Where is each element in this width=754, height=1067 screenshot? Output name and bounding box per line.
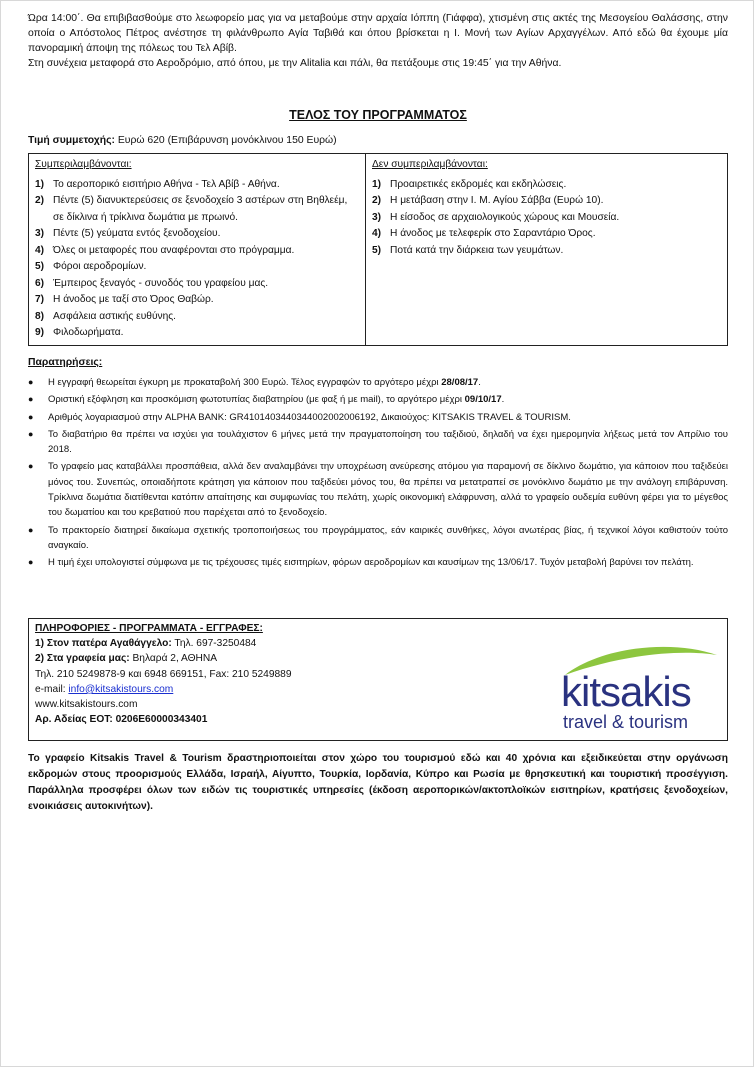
- contact-office: 2) Στα γραφεία μας: Βηλαρά 2, ΑΘΗΝΑ: [35, 653, 218, 665]
- not-included-header: Δεν συμπεριλαμβάνονται:: [372, 159, 488, 170]
- bullet-icon: ●: [28, 557, 34, 568]
- logo-brand: kitsakis: [561, 668, 691, 715]
- bullet-icon: ●: [28, 394, 34, 405]
- price-value: Ευρώ 620 (Επιβάρυνση μονόκλινου 150 Ευρώ): [117, 135, 337, 146]
- contact-phones: Τηλ. 210 5249878-9 και 6948 669151, Fax: 210 5249889: [35, 668, 292, 680]
- email-link[interactable]: info@kitsakistours.com: [68, 683, 174, 695]
- contact-email: e-mail: info@kitsakistours.com: [35, 683, 174, 695]
- bullet-icon: ●: [28, 461, 34, 472]
- note-item: ● Το διαβατήριο θα πρέπει να ισχύει για τουλάχιστον 6 μήνες μετά την πραγματοποίηση του ταξιδιού, δηλαδή να έχει ημερομηνία λήξεως μετά τον Απρίλιο του 2018.: [28, 427, 728, 458]
- price-line: [28, 135, 337, 146]
- list-item: 3) Πέντε (5) γεύματα εντός ξενοδοχείου.: [35, 228, 221, 239]
- notes-list: [28, 375, 728, 573]
- end-of-program-title: ΤΕΛΟΣ ΤΟΥ ΠΡΟΓΡΑΜΜΑΤΟΣ: [289, 108, 467, 122]
- website-link[interactable]: www.kitsakistours.com: [35, 699, 138, 711]
- note-item: ● Αριθμός λογαριασμού στην ALPHA BANK: GR4101403440344002002006192, Δικαιούχος: KITSAKIS TRAVEL & TOURISM.: [28, 410, 728, 425]
- list-item: 3) Η είσοδος σε αρχαιολογικούς χώρους και Μουσεία.: [372, 211, 620, 223]
- list-item: 1) Το αεροπορικό εισιτήριο Αθήνα - Τελ Αβίβ - Αθήνα.: [35, 178, 280, 190]
- list-item: 4) Η άνοδος με τελεφερίκ στο Σαραντάριο Όρος.: [372, 228, 596, 239]
- intro-paragraph: [28, 11, 728, 71]
- company-description: Το γραφείο Kitsakis Travel & Tourism δραστηριοποιείται στον χώρο του τουρισμού εδώ και 40 χρόνια και εξειδικεύεται στην οργάνωση εκδρομών στους προορισμούς Ελλάδα, Ισραήλ, Αίγυπτο, Τουρκία, Ιορδανία, Κύπρο και Ρωσία με θρησκευτική και τουριστική προσέγγιση. Παράλληλα προσφέρει όλων των ειδών τις τουριστικές υπηρεσίες (έκδοση αεροπορικών/ακτοπλοϊκών εισιτηρίων, κρατήσεις ξενοδοχείων, ενοικιάσεις αυτοκινήτων).: [28, 753, 728, 812]
- inclusions-table: [28, 153, 728, 346]
- not-included-list: [372, 177, 721, 260]
- bullet-icon: ●: [28, 428, 34, 439]
- bullet-icon: ●: [28, 411, 34, 422]
- note-item: ● Η τιμή έχει υπολογιστεί σύμφωνα με τις τρέχουσες τιμές εισιτηρίων, φόρων αεροδρομίων και καυσίμων της 13/06/17. Τυχόν μεταβολή βαρύνει τον πελάτη.: [28, 555, 728, 570]
- list-item: 9) Φιλοδωρήματα.: [35, 327, 124, 338]
- list-item: 5) Φόροι αεροδρομίων.: [35, 261, 147, 272]
- not-included-column: [366, 154, 727, 345]
- bullet-icon: ●: [28, 377, 34, 387]
- note-item: ● Η εγγραφή θεωρείται έγκυρη με προκαταβολή 300 Ευρώ. Τέλος εγγραφών το αργότερο μέχρι 28/08/17.: [28, 375, 728, 390]
- list-item: 8) Ασφάλεια αστικής ευθύνης.: [35, 310, 177, 322]
- note-item: ● Οριστική εξόφληση και προσκόμιση φωτοτυπίας διαβατηρίου (με φαξ ή με mail), το αργότερο μέχρι 09/10/17.: [28, 392, 728, 407]
- list-item: 6) Έμπειρος ξεναγός - συνοδός του γραφείου μας.: [35, 277, 269, 289]
- list-item: 2) Η μετάβαση στην Ι. Μ. Αγίου Σάββα (Ευρώ 10).: [372, 195, 604, 206]
- note-item: ● Το γραφείο μας καταβάλλει προσπάθεια, αλλά δεν αναλαμβάνει την υποχρέωση ανεύρεσης ατόμου για παραμονή σε δίκλινο δωμάτιο, για κάποιον που ταξιδεύει μόνος του. Συνεπώς, οποιαδήποτε κράτηση για κάποιον που ταξιδεύει μόνος του, θα πρέπει να μετατραπεί σε μονόκλινο δωμάτιο με την ανάλογη επιβάρυνση. Τρίκλινα δωμάτια διατίθενται κατόπιν απαίτησης και συμφωνίας του πελάτη, χωρίς οικονομική ελάφρυνση, αλλά το γραφείο ουδεμία ευθύνη φέρει για το μέγεθος του δωματίου και του κρεβατιού που παρέχεται από το ξενοδοχείο.: [28, 459, 728, 520]
- intro-line-1: Ώρα 14:00΄. Θα επιβιβασθούμε στο λεωφορείο μας για να μεταβούμε στην αρχαία Ιόππη (Γιάφφα), χτισμένη στις ακτές της Μεσογείου Θαλάσσης, στην οποία ο Απόστολος Πέτρος ανέστησε τη φιλάνθρωπο Αγία Ταβιθά και όπου βρίσκεται η Ι. Μονή των Αγίων Αρχαγγέλων. Από εδώ θα έχουμε μία πανοραμική άποψη της πόλεως του Τελ Αβίβ.: [28, 13, 728, 54]
- info-header: ΠΛΗΡΟΦΟΡΙΕΣ - ΠΡΟΓΡΑΜΜΑΤΑ - ΕΓΓΡΑΦΕΣ:: [35, 623, 263, 634]
- price-label: Τιμή συμμετοχής:: [28, 135, 115, 146]
- included-column: [29, 154, 366, 345]
- list-item: 2) Πέντε (5) διανυκτερεύσεις σε ξενοδοχείο 3 αστέρων στη Βηθλεέμ, σε δίκλινα ή τρίκλινα δωμάτια με πρωινό.: [35, 195, 348, 223]
- list-item: 5) Ποτά κατά την διάρκεια των γευμάτων.: [372, 244, 564, 256]
- intro-line-2: Στη συνέχεια μεταφορά στο Αεροδρόμιο, από όπου, με την Alitalia και πάλι, θα πετάξουμε στις 19:45΄ για την Αθήνα.: [28, 58, 562, 69]
- list-item: 7) Η άνοδος με ταξί στο Όρος Θαβώρ.: [35, 294, 214, 305]
- kitsakis-logo: [561, 641, 721, 736]
- list-item: 1) Προαιρετικές εκδρομές και εκδηλώσεις.: [372, 178, 567, 190]
- notes-header: Παρατηρήσεις:: [28, 357, 103, 368]
- contact-father: 1) Στον πατέρα Αγαθάγγελο: Τηλ. 697-3250484: [35, 638, 257, 650]
- logo-tagline: travel & tourism: [563, 712, 689, 732]
- note-item: ● Το πρακτορείο διατηρεί δικαίωμα σχετικής τροποποιήσεως του προγράμματος, εάν καιρικές συνθήκες, λόγοι ανωτέρας βίας, ή τεχνικοί λόγοι καθιστούν τούτο αναγκαίο.: [28, 523, 728, 554]
- bullet-icon: ●: [28, 524, 34, 535]
- list-item: 4) Όλες οι μεταφορές που αναφέρονται στο πρόγραμμα.: [35, 244, 295, 256]
- included-header: Συμπεριλαμβάνονται:: [35, 159, 132, 170]
- included-list: [35, 177, 359, 342]
- license-number: Αρ. Αδείας ΕΟΤ: 0206Ε60000343401: [35, 714, 208, 726]
